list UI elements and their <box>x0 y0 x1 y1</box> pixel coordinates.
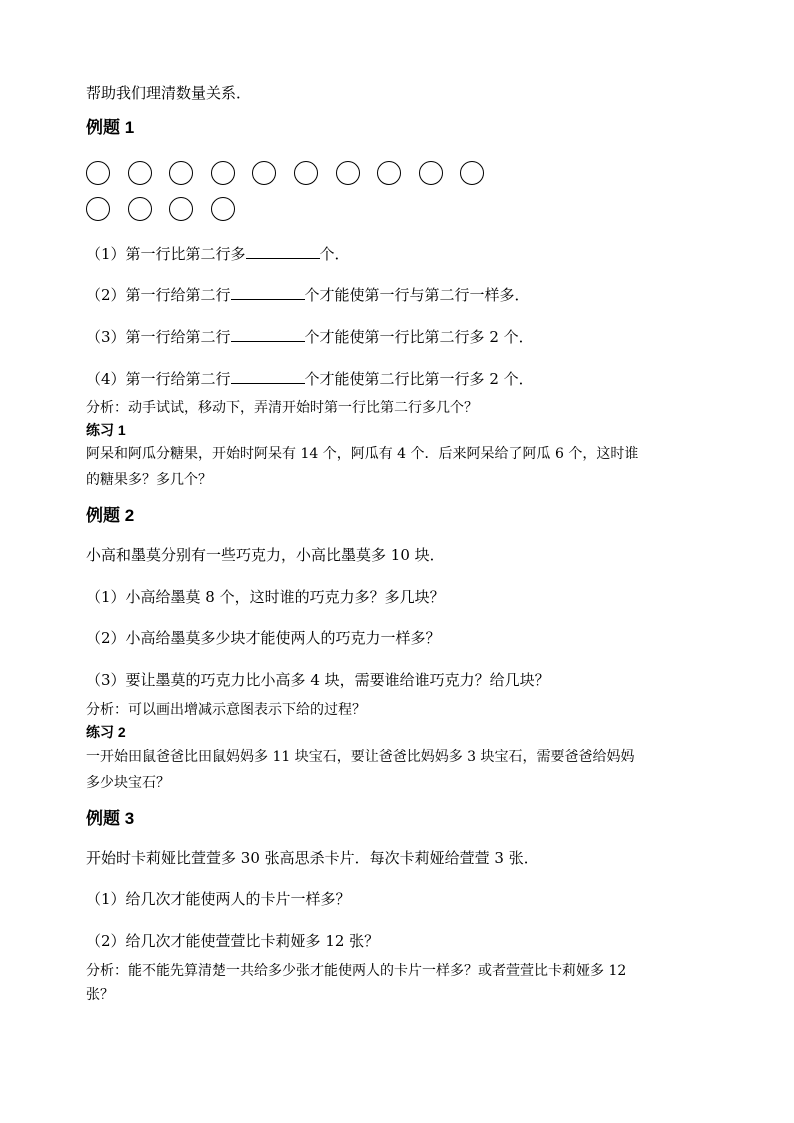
question-text: （3）第一行给第二行 <box>86 328 231 346</box>
circle-shape <box>169 161 193 185</box>
example3-analysis-line-2: 张？ <box>86 987 114 1003</box>
circle-shape <box>211 161 235 185</box>
example3-analysis-line-1: 分析：能不能先算清楚一共给多少张才能使两人的卡片一样多？或者萱萱比卡莉娅多 12 <box>86 963 627 979</box>
example1-title: 例题 1 <box>86 118 135 137</box>
practice1-line-1: 阿呆和阿瓜分糖果，开始时阿呆有 14 个，阿瓜有 4 个．后来阿呆给了阿瓜 6 个，这时谁 <box>86 446 639 462</box>
example1-question-3 <box>86 327 534 346</box>
example2-stem: 小高和墨莫分别有一些巧克力，小高比墨莫多 10 块． <box>86 546 445 564</box>
example2-title: 例题 2 <box>86 506 135 525</box>
example1-analysis: 分析：动手试试，移动下，弄清开始时第一行比第二行多几个？ <box>86 400 478 416</box>
circle-shape <box>86 197 110 221</box>
practice1-title: 练习 1 <box>86 422 126 438</box>
example3-question-1: （1）给几次才能使两人的卡片一样多？ <box>86 890 351 908</box>
question-text: 个才能使第二行比第一行多 2 个． <box>304 370 534 388</box>
circle-shape <box>128 161 152 185</box>
example2-analysis: 分析：可以画出增减示意图表示下给的过程？ <box>86 702 366 718</box>
practice2-line-1: 一开始田鼠爸爸比田鼠妈妈多 11 块宝石，要让爸爸比妈妈多 3 块宝石，需要爸爸给妈妈 <box>86 749 635 765</box>
example2-question-1: （1）小高给墨莫 8 个，这时谁的巧克力多？多几块？ <box>86 588 445 606</box>
example3-title: 例题 3 <box>86 809 135 828</box>
question-text: （1）第一行比第二行多 <box>86 245 246 263</box>
circle-shape <box>252 161 276 185</box>
practice2-title: 练习 2 <box>86 724 126 740</box>
circle-shape <box>169 197 193 221</box>
circle-shape <box>294 161 318 185</box>
example2-question-2: （2）小高给墨莫多少块才能使两人的巧克力一样多？ <box>86 629 441 647</box>
example2-question-3: （3）要让墨莫的巧克力比小高多 4 块，需要谁给谁巧克力？给几块？ <box>86 671 550 689</box>
question-text: （2）第一行给第二行 <box>86 286 231 304</box>
intro-text: 帮助我们理清数量关系． <box>86 84 252 102</box>
circle-shape <box>419 161 443 185</box>
example1-question-4 <box>86 369 534 388</box>
practice1-line-2: 的糖果多？多几个？ <box>86 472 212 488</box>
question-text: 个才能使第一行与第二行一样多． <box>304 286 530 304</box>
circle-shape <box>336 161 360 185</box>
question-text: 个才能使第一行比第二行多 2 个． <box>304 328 534 346</box>
example1-question-2 <box>86 285 530 304</box>
question-text: 个． <box>319 245 350 263</box>
answer-blank <box>231 369 305 384</box>
answer-blank <box>231 285 305 300</box>
answer-blank <box>231 327 305 342</box>
circle-shape <box>460 161 484 185</box>
practice2-line-2: 多少块宝石？ <box>86 775 170 791</box>
example1-question-1 <box>86 244 350 263</box>
answer-blank <box>246 244 320 259</box>
circle-shape <box>86 161 110 185</box>
example3-question-2: （2）给几次才能使萱萱比卡莉娅多 12 张？ <box>86 932 380 950</box>
circle-shape <box>377 161 401 185</box>
circle-shape <box>211 197 235 221</box>
question-text: （4）第一行给第二行 <box>86 370 231 388</box>
circle-shape <box>128 197 152 221</box>
example3-stem: 开始时卡莉娅比萱萱多 30 张高思杀卡片．每次卡莉娅给萱萱 3 张． <box>86 849 539 867</box>
